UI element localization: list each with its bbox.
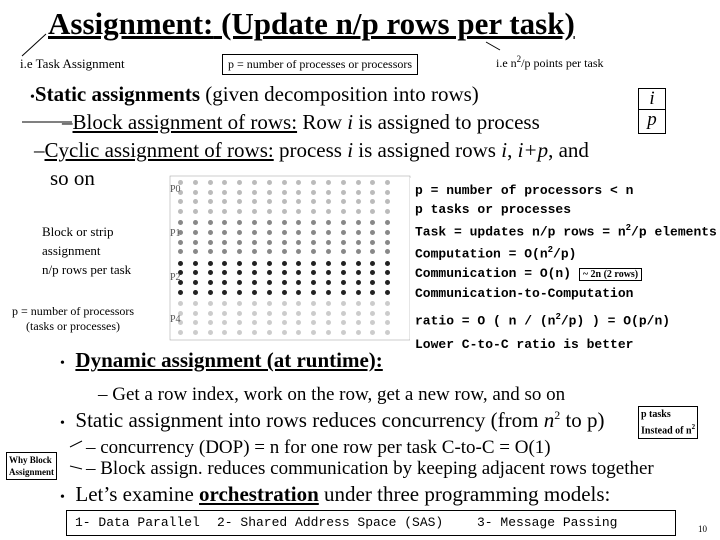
grid-dot [222, 261, 227, 266]
grid-dot [311, 180, 316, 185]
instead-note: p tasks Instead of $n^2$ [638, 406, 698, 439]
grid-dot [370, 280, 375, 285]
grid-dot [178, 330, 183, 335]
grid-dot [341, 220, 346, 225]
grid-dot [282, 230, 287, 235]
grid-dot [370, 230, 375, 235]
grid-dot [237, 320, 242, 325]
grid-dot [222, 180, 227, 185]
static-assignments-line: •Static assignments (given decomposition into rows) [30, 82, 479, 106]
grid-label-p1: P1 [170, 228, 181, 239]
grid-dot [341, 249, 346, 254]
grid-dot [193, 180, 198, 185]
grid-dot [252, 199, 257, 204]
grid-label-p4: P4 [170, 314, 181, 325]
grid-dot [385, 180, 390, 185]
grid-dot [341, 270, 346, 275]
title-rest: (Update n/p rows per task) [213, 6, 575, 41]
grid-dot [296, 209, 301, 214]
grid-dot [341, 330, 346, 335]
grid-dot [178, 240, 183, 245]
block-assignment-line: –Block assignment of rows: Row i is assigned to process [62, 110, 540, 134]
grid-dot [370, 209, 375, 214]
grid-dot [208, 301, 213, 306]
grid-dot [208, 209, 213, 214]
points-per-task-note: i.e $n^2/p$ points per task [496, 54, 604, 70]
grid-dot [193, 290, 198, 295]
grid-dot [356, 330, 361, 335]
grid-label-p0: P0 [170, 184, 181, 195]
why-block-note: Why Block Assignment [6, 452, 57, 480]
grid-dot [341, 240, 346, 245]
grid-dot [326, 290, 331, 295]
orchestration-line: • Let’s examine orchestration under three programming models: [60, 482, 611, 506]
grid-dot [267, 190, 272, 195]
grid-dot [326, 280, 331, 285]
grid-dot [326, 249, 331, 254]
grid-dot [341, 320, 346, 325]
grid-dot [341, 180, 346, 185]
grid-dot [252, 311, 257, 316]
grid-dot [311, 240, 316, 245]
grid-dot [356, 270, 361, 275]
grid-dot [222, 190, 227, 195]
grid-dot [267, 199, 272, 204]
grid-dot [370, 199, 375, 204]
grid-dot [370, 301, 375, 306]
grid-dot [341, 290, 346, 295]
grid-dot [326, 240, 331, 245]
grid-dot [237, 220, 242, 225]
grid-dot [178, 249, 183, 254]
page-number: 10 [698, 524, 707, 534]
grid-dot [237, 261, 242, 266]
grid-dot [370, 180, 375, 185]
grid-dot [208, 280, 213, 285]
grid-dot [385, 220, 390, 225]
grid-dot [296, 180, 301, 185]
grid-dot [282, 190, 287, 195]
model-message-passing: 3- Message Passing [477, 515, 618, 530]
grid-dot [326, 311, 331, 316]
grid-dot [252, 230, 257, 235]
grid-dot [311, 190, 316, 195]
grid-dot [356, 240, 361, 245]
block-communication-sub-line: – Block assign. reduces communication by keeping adjacent rows together [86, 458, 654, 479]
grid-dot [237, 311, 242, 316]
grid-dot [222, 311, 227, 316]
grid-dot [326, 180, 331, 185]
grid-dot [385, 320, 390, 325]
grid-dot [208, 330, 213, 335]
grid-dot [267, 220, 272, 225]
grid-dot [267, 249, 272, 254]
processors-note: p = number of processors (tasks or processes) [12, 304, 135, 333]
grid-dot [178, 301, 183, 306]
grid-dot [370, 320, 375, 325]
grid-dot [282, 330, 287, 335]
concurrency-sub-line: – concurrency (DOP) = n for one row per task C-to-C = O(1) [86, 437, 551, 458]
grid-dot [252, 301, 257, 306]
grid-dot [193, 311, 198, 316]
grid-dot [193, 261, 198, 266]
grid-dot [237, 230, 242, 235]
grid-dot [370, 330, 375, 335]
grid-dot [385, 209, 390, 214]
grid-dot [282, 320, 287, 325]
grid-dot [282, 301, 287, 306]
grid-dot [178, 261, 183, 266]
grid-dot [311, 261, 316, 266]
grid-dot [326, 199, 331, 204]
grid-dot [252, 249, 257, 254]
grid-dot [267, 270, 272, 275]
grid-dot [267, 230, 272, 235]
grid-dot [370, 220, 375, 225]
grid-dot [208, 220, 213, 225]
grid-dot [296, 290, 301, 295]
grid-dot [252, 190, 257, 195]
grid-dot [296, 280, 301, 285]
grid-dot [296, 320, 301, 325]
grid-dot [222, 209, 227, 214]
grid-dot [193, 209, 198, 214]
grid-dot [385, 230, 390, 235]
grid-dot [370, 311, 375, 316]
grid-dot [356, 190, 361, 195]
grid-dot [296, 301, 301, 306]
grid-dot [193, 330, 198, 335]
grid-dot [208, 190, 213, 195]
grid-dot [267, 180, 272, 185]
grid-dot [252, 320, 257, 325]
grid-dot [208, 270, 213, 275]
grid-dot [385, 190, 390, 195]
cyclic-assignment-line: –Cyclic assignment of rows: process i is assigned rows i, i+p, and [34, 138, 589, 162]
dynamic-assignment-line: • Dynamic assignment (at runtime): [60, 348, 383, 372]
grid-dot [282, 280, 287, 285]
grid-dot [341, 209, 346, 214]
grid-dot [356, 249, 361, 254]
grid-dot [311, 301, 316, 306]
grid-dot [385, 301, 390, 306]
grid-dot [311, 230, 316, 235]
grid-dot [385, 270, 390, 275]
grid-dot [252, 290, 257, 295]
grid-dot [267, 261, 272, 266]
grid-dot [208, 261, 213, 266]
grid-dot [267, 330, 272, 335]
grid-dot [311, 320, 316, 325]
grid-dot [282, 199, 287, 204]
grid-dot [370, 270, 375, 275]
grid-dot [296, 261, 301, 266]
grid-dot [252, 220, 257, 225]
grid-dot [193, 240, 198, 245]
grid-dot [178, 209, 183, 214]
grid-dot [193, 190, 198, 195]
grid-dot [311, 209, 316, 214]
grid-dot [252, 270, 257, 275]
grid-dot [341, 199, 346, 204]
grid-dot [252, 240, 257, 245]
grid-dot [326, 261, 331, 266]
grid-dot [178, 220, 183, 225]
grid-dot [311, 290, 316, 295]
grid-dot [222, 249, 227, 254]
grid-dot [208, 180, 213, 185]
grid-dot [296, 249, 301, 254]
model-shared-address-space: 2- Shared Address Space (SAS) [217, 515, 444, 530]
grid-dot [222, 270, 227, 275]
grid-dot [385, 330, 390, 335]
grid-dot [208, 311, 213, 316]
grid-dot [237, 180, 242, 185]
grid-dot [311, 280, 316, 285]
grid-dot [296, 220, 301, 225]
grid-dot [385, 311, 390, 316]
grid-dot [282, 249, 287, 254]
grid-dot [193, 220, 198, 225]
grid-dot [222, 230, 227, 235]
grid-dot [222, 199, 227, 204]
grid-dot [282, 220, 287, 225]
grid-dot [282, 240, 287, 245]
two-rows-note: ~ 2n (2 rows) [579, 268, 642, 281]
grid-dot [222, 330, 227, 335]
grid-dot [208, 240, 213, 245]
grid-dot [282, 270, 287, 275]
cyclic-assignment-line2: so on [50, 166, 95, 190]
grid-dot [370, 290, 375, 295]
grid-dot [296, 270, 301, 275]
grid-dot [237, 290, 242, 295]
grid-dot [252, 180, 257, 185]
title-main: Assignment: [48, 6, 214, 41]
grid-dot [370, 249, 375, 254]
grid-dot [341, 230, 346, 235]
grid-dot [237, 280, 242, 285]
grid-dot [267, 209, 272, 214]
grid-dot [193, 301, 198, 306]
grid-dot [326, 220, 331, 225]
fraction-box: i p [638, 88, 666, 134]
grid-dot [311, 199, 316, 204]
grid-dot [222, 320, 227, 325]
grid-dot [326, 320, 331, 325]
grid-dot [385, 261, 390, 266]
task-assignment-note: i.e Task Assignment [20, 56, 125, 71]
grid-dot [356, 180, 361, 185]
grid-dot [282, 180, 287, 185]
grid-dot [193, 199, 198, 204]
grid-dot [370, 261, 375, 266]
grid-dot [296, 199, 301, 204]
grid-dot [356, 209, 361, 214]
grid-dot [237, 249, 242, 254]
grid-dot [208, 230, 213, 235]
grid-dot [267, 240, 272, 245]
static-concurrency-line: • Static assignment into rows reduces concurrency (from $n^2$ to p) [60, 408, 605, 432]
grid-dot [341, 311, 346, 316]
grid-dot [370, 190, 375, 195]
complexity-box: p = number of processors < n p tasks or processes Task = updates n/p rows = $n^2/p$ elements Computation = $O(n^2/p)$ Communication = O(n) ~ 2n (2 rows) Communication-to-Computation ratio = O ( n / $(n^2/p)$ ) = O(p/n) Lower C-to-C ratio is better [410, 178, 710, 354]
grid-dot [222, 290, 227, 295]
grid-dot [267, 290, 272, 295]
grid-dot [208, 199, 213, 204]
grid-dot [341, 261, 346, 266]
grid-dot [252, 280, 257, 285]
grid-dot [252, 330, 257, 335]
grid-dot [385, 249, 390, 254]
grid-dot [356, 261, 361, 266]
grid-dot [311, 270, 316, 275]
grid-dot [267, 311, 272, 316]
strip-assignment-note: Block or strip assignment n/p rows per task [42, 224, 132, 277]
grid-dot [356, 311, 361, 316]
grid-dot [356, 230, 361, 235]
grid-dot [341, 280, 346, 285]
grid-dot [326, 230, 331, 235]
grid-dot [385, 199, 390, 204]
grid-dot [267, 320, 272, 325]
grid-dot [326, 301, 331, 306]
grid-dot [193, 280, 198, 285]
grid-dot [237, 199, 242, 204]
grid-dot [237, 209, 242, 214]
grid-dot [326, 190, 331, 195]
grid-dot [193, 249, 198, 254]
grid-dot [356, 320, 361, 325]
grid-dot [341, 301, 346, 306]
grid-dot [326, 270, 331, 275]
grid-dot [296, 230, 301, 235]
grid-dot [267, 280, 272, 285]
grid-dot [326, 209, 331, 214]
grid-dot [296, 330, 301, 335]
grid-dot [326, 330, 331, 335]
grid-dot [370, 240, 375, 245]
grid-dot [356, 280, 361, 285]
grid-dot [237, 270, 242, 275]
grid-dot [237, 190, 242, 195]
grid-dot [385, 290, 390, 295]
grid-dot [282, 261, 287, 266]
grid-dot [296, 311, 301, 316]
grid-dot [208, 249, 213, 254]
grid-dot [311, 311, 316, 316]
grid-dot [222, 240, 227, 245]
model-data-parallel: 1- Data Parallel [75, 515, 200, 530]
grid-dot [178, 199, 183, 204]
grid-dot [385, 240, 390, 245]
grid-dot [385, 280, 390, 285]
grid-dot [237, 301, 242, 306]
grid-dot [193, 320, 198, 325]
grid-dot [311, 330, 316, 335]
grid-dot [208, 320, 213, 325]
page-title [48, 6, 575, 42]
grid-dot [356, 220, 361, 225]
processes-note: p = number of processes or processors [222, 54, 418, 75]
grid-dot [356, 301, 361, 306]
grid-dot [193, 230, 198, 235]
grid-dot [356, 290, 361, 295]
grid-dot [282, 209, 287, 214]
grid-dot [356, 199, 361, 204]
grid-dot [222, 220, 227, 225]
grid-dot [178, 290, 183, 295]
grid-dot [282, 311, 287, 316]
grid-dot [296, 190, 301, 195]
grid-dot [267, 301, 272, 306]
grid-dot [222, 301, 227, 306]
grid-dot [222, 280, 227, 285]
grid-dot [252, 261, 257, 266]
grid-dot [237, 240, 242, 245]
grid-dot [311, 249, 316, 254]
grid-dot [208, 290, 213, 295]
programming-models-box [66, 510, 676, 536]
dynamic-sub-line: – Get a row index, work on the row, get a new row, and so on [98, 384, 566, 405]
grid-dot [311, 220, 316, 225]
row-block-grid [178, 180, 410, 338]
grid-dot [341, 190, 346, 195]
grid-dot [296, 240, 301, 245]
grid-dot [252, 209, 257, 214]
grid-dot [237, 330, 242, 335]
grid-dot [282, 290, 287, 295]
grid-dot [193, 270, 198, 275]
grid-label-p2: P2 [170, 272, 181, 283]
